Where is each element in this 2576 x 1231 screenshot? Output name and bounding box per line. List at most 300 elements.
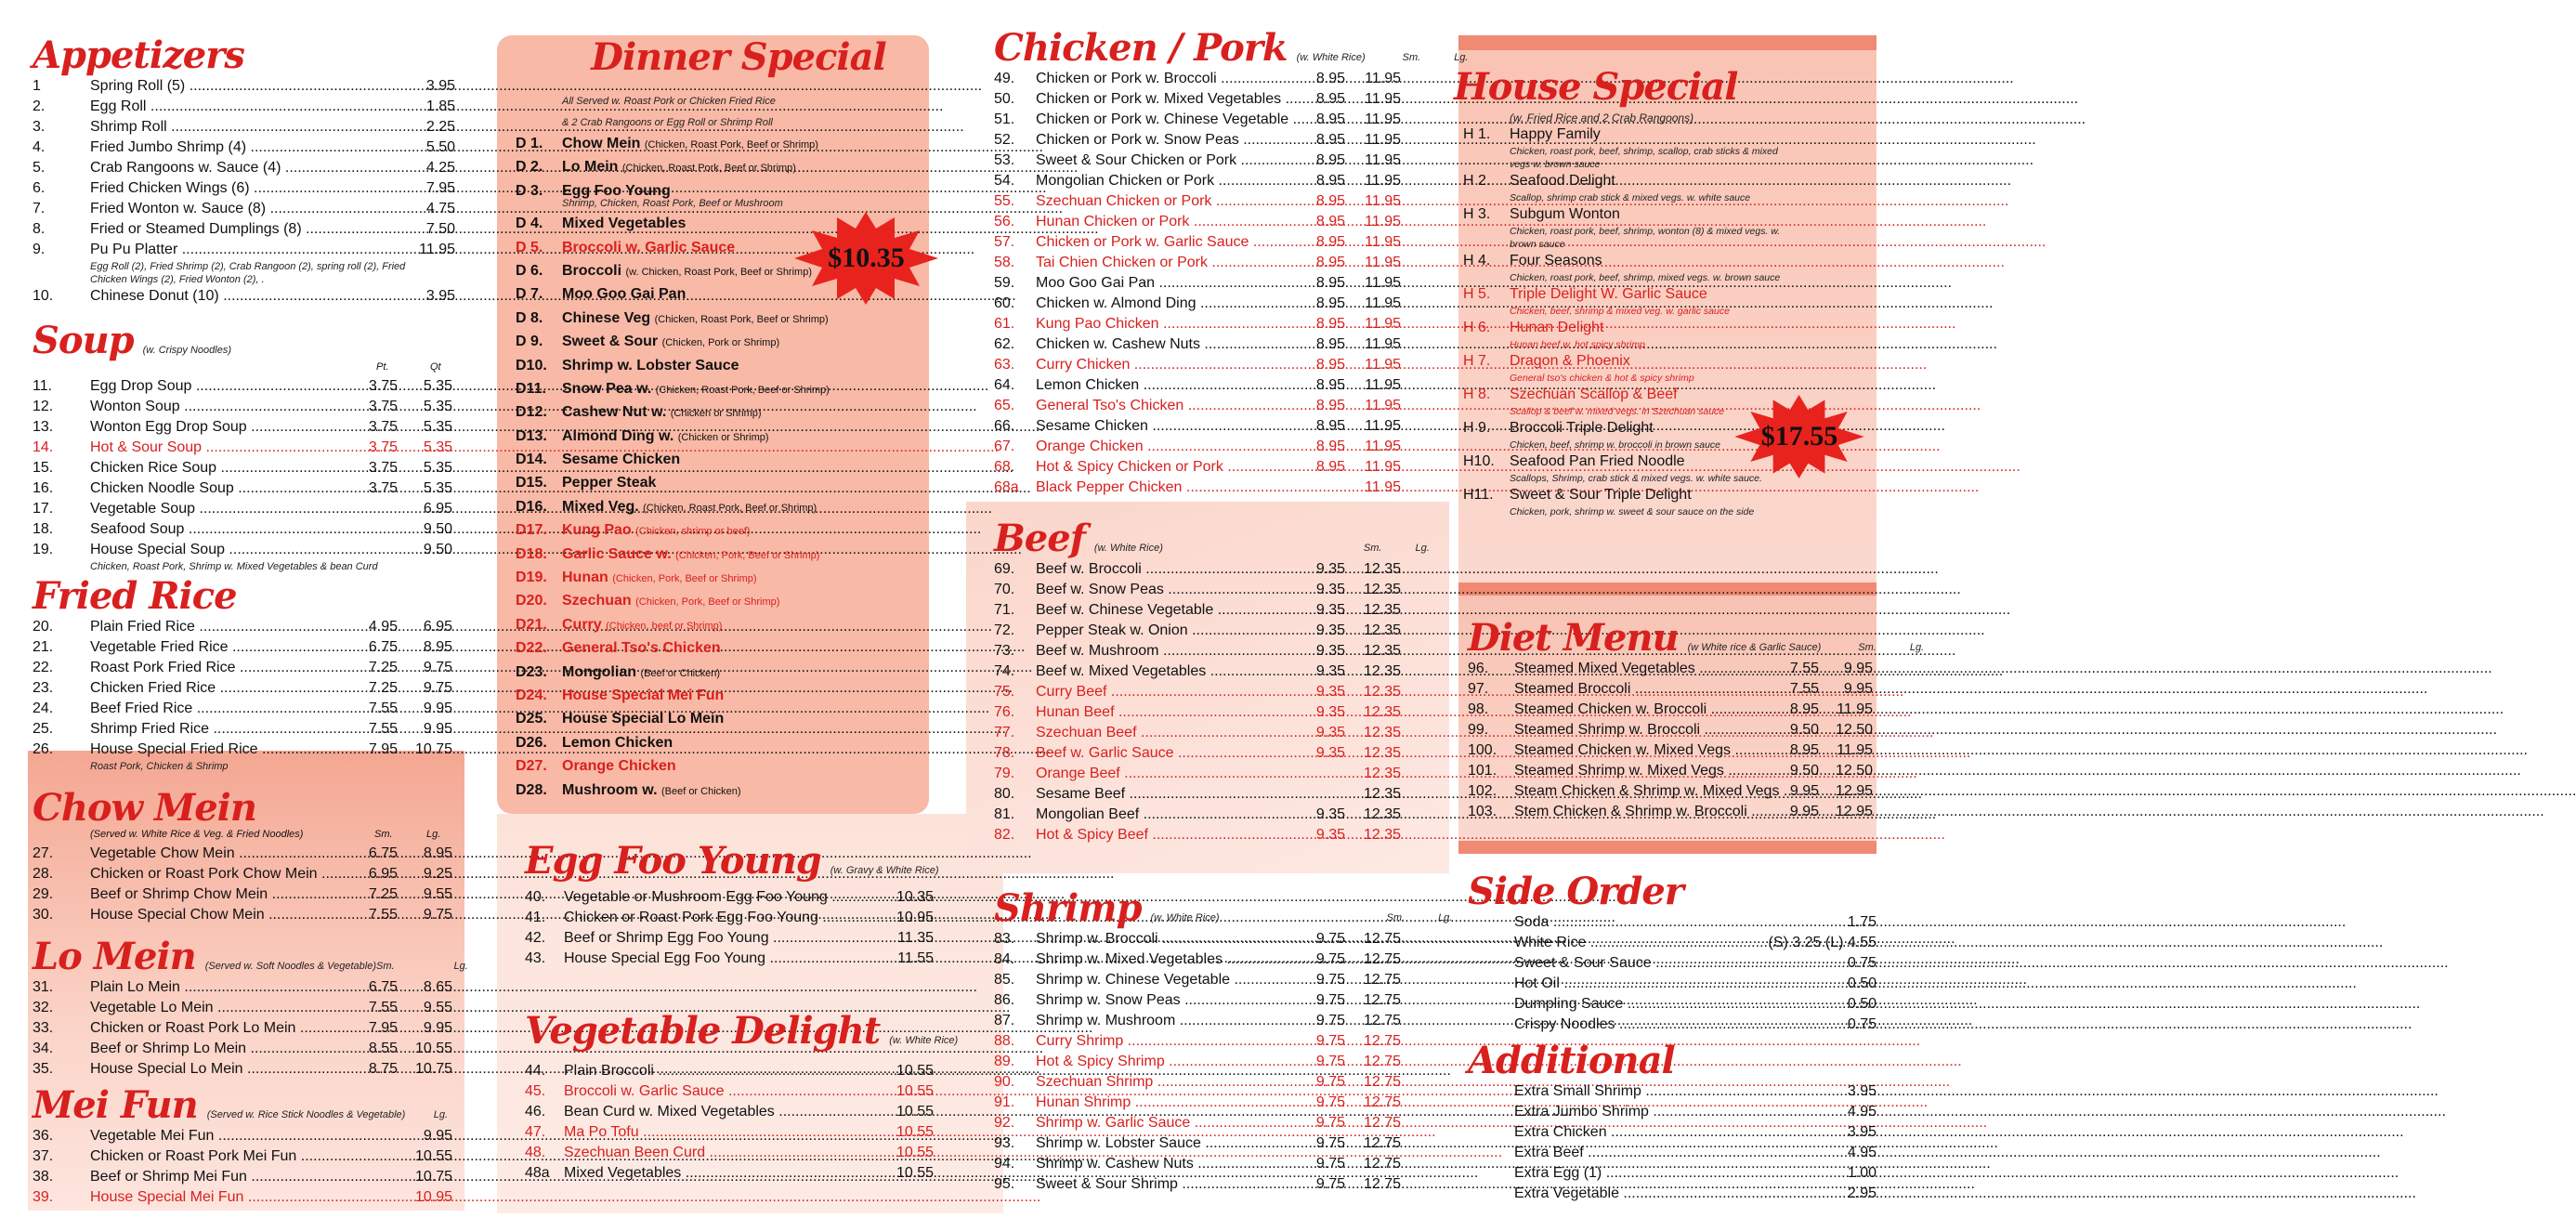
menu-item — [994, 723, 1403, 743]
menu-item — [1468, 700, 1876, 720]
item-name: Wonton Egg Drop Soup ..... — [90, 417, 362, 438]
item-name: Crab Rangoons w. Sauce (4) ..... — [90, 158, 407, 178]
beef-title: Beef (w. White Rice) Sm. Lg. — [994, 517, 1430, 560]
item-name-text: Chinese Veg — [562, 309, 655, 326]
item-name: Extra Jumbo Shrimp ..... — [1514, 1102, 1824, 1122]
item-name: Beef or Shrimp Egg Foo Young ..... — [564, 928, 876, 949]
item-price: 7.50 — [425, 221, 455, 237]
item-name: Broccoli Triple Delight — [1510, 420, 1654, 436]
item-name — [562, 661, 915, 686]
item-price-large: 9.95 — [1843, 681, 1873, 697]
item-name: Vegetable Fried Rice ..... — [90, 637, 362, 658]
item-name: Beef or Shrimp Lo Mein ..... — [90, 1039, 362, 1059]
item-desc: Hunan beef w. hot spicy shrimp — [1510, 339, 1645, 350]
item-options: (Chicken, Roast Pork, Beef or Shrimp) — [655, 384, 830, 396]
item-name: Pepper Steak w. Onion ..... — [1036, 621, 1310, 641]
item-price-large: 6.95 — [423, 619, 452, 635]
item-name: Beef w. Chinese Vegetable ..... — [1036, 600, 1310, 621]
item-number: 63. — [994, 357, 1015, 373]
item-price-small: 8.95 — [1315, 316, 1345, 332]
egg-foo-young-title: Egg Foo Young (w. Gravy & White Rice) — [525, 839, 939, 883]
menu-item — [1468, 1015, 1876, 1035]
item-price-large: 12.35 — [1363, 622, 1401, 638]
item-number: 78. — [994, 745, 1015, 761]
dinner-item — [516, 377, 924, 400]
house-special-note: (w. Fried Rice and 2 Crab Rangoons) — [1510, 111, 1694, 124]
item-options: (Chicken, Pork or Shrimp) — [661, 337, 780, 349]
item-number: H 7. — [1463, 353, 1491, 369]
item-price-large: 11.95 — [1365, 295, 1401, 311]
menu-item — [994, 600, 1403, 621]
item-name: Crispy Noodles ..... — [1514, 1015, 1752, 1035]
item-number: 87. — [994, 1013, 1015, 1028]
item-name: Chicken or Roast Pork Chow Mein ..... — [90, 864, 362, 884]
house-item — [1454, 251, 1872, 271]
chicken-pork-title: Chicken / Pork (w. White Rice) Sm. Lg. — [994, 26, 1469, 70]
item-price: 3.95 — [425, 78, 455, 94]
item-price: 11.95 — [419, 242, 455, 257]
item-options: (w. Chicken, Roast Pork, Beef or Shrimp) — [625, 266, 812, 278]
item-name-text: Orange Chicken — [562, 758, 676, 775]
item-price-small: 6.75 — [368, 639, 398, 655]
item-name: Extra Egg (1) ..... — [1514, 1163, 1824, 1184]
item-name — [562, 495, 915, 520]
item-price: 10.55 — [896, 1063, 934, 1079]
item-number: 69. — [994, 561, 1015, 577]
item-number: 44. — [525, 1063, 546, 1079]
menu-item — [994, 1154, 1403, 1174]
item-price-large: 12.35 — [1363, 561, 1401, 577]
item-name — [562, 684, 915, 707]
menu-item — [525, 1163, 934, 1184]
house-soup-desc: Chicken, Roast Pork, Shrimp w. Mixed Vegetables & bean Curd — [90, 561, 378, 572]
item-price-small: 9.75 — [1315, 992, 1345, 1008]
item-price-small: 8.95 — [1315, 214, 1345, 229]
item-desc: Scallops, Shrimp, crab stick & mixed vegs. w. white sauce. — [1510, 473, 1762, 484]
item-number: 38. — [33, 1169, 54, 1185]
additional-section — [1468, 1041, 1876, 1204]
item-desc: Scallop & beef w. mixed vegs. in Szechuan sauce — [1510, 406, 1725, 417]
item-price-small: 8.95 — [1315, 418, 1345, 434]
menu-item — [33, 397, 455, 417]
item-number: D 8. — [516, 309, 543, 326]
menu-item — [525, 1122, 934, 1143]
item-options: (Beef or Chicken) — [640, 667, 721, 679]
menu-item — [33, 977, 455, 998]
item-name: Vegetable or Mushroom Egg Foo Young ..... — [564, 887, 876, 908]
item-price-large: 11.95 — [1365, 377, 1401, 393]
item-number: 10. — [33, 288, 54, 304]
item-price-small: 9.35 — [1315, 602, 1345, 618]
menu-item — [994, 457, 1403, 478]
item-name: Steamed Shrimp w. Mixed Vegs ..... — [1514, 761, 1784, 781]
item-number: H 5. — [1463, 286, 1491, 302]
item-name: Shrimp w. Cashew Nuts ..... — [1036, 1154, 1310, 1174]
item-price-small: 7.55 — [368, 721, 398, 737]
item-name: Fried Jumbo Shrimp (4) ..... — [90, 138, 407, 158]
lo-mein-section — [33, 935, 468, 1080]
item-number: H 9. — [1463, 420, 1491, 436]
menu-item — [994, 416, 1403, 437]
item-price-large: 11.95 — [1837, 742, 1873, 758]
menu-item — [994, 661, 1403, 682]
item-name-text: Pepper Steak — [562, 475, 657, 491]
item-name: Pu Pu Platter ..... — [90, 240, 407, 260]
item-price-small: 8.95 — [1315, 255, 1345, 270]
menu-item — [1468, 1122, 1876, 1143]
item-number: 84. — [994, 951, 1015, 967]
item-name: Egg Roll ..... — [90, 97, 407, 117]
menu-item — [994, 294, 1403, 314]
menu-item — [994, 1031, 1403, 1052]
item-price-small: 9.75 — [1315, 1033, 1345, 1049]
item-name: Shrimp w. Broccoli ..... — [1036, 929, 1310, 949]
item-number: H11. — [1463, 487, 1494, 503]
item-name-text: Sweet & Sour — [562, 334, 662, 350]
item-number: 99. — [1468, 722, 1489, 738]
item-price-small: 8.95 — [1315, 91, 1345, 107]
menu-item — [994, 212, 1403, 232]
item-name: Shrimp w. Mixed Vegetables ..... — [1036, 949, 1310, 970]
item-price-large: 9.50 — [423, 521, 452, 537]
item-price-large: 12.75 — [1363, 951, 1401, 967]
item-number: 93. — [994, 1135, 1015, 1151]
menu-item — [1468, 740, 1876, 761]
item-price-large: 11.95 — [1365, 91, 1401, 107]
item-price: 3.95 — [425, 288, 455, 304]
menu-item — [1468, 679, 1876, 700]
house-special-title: House Special — [1454, 65, 1738, 109]
dinner-item — [516, 495, 924, 518]
item-number: 18. — [33, 521, 54, 537]
item-name: Fried or Steamed Dumplings (8) ..... — [90, 219, 407, 240]
item-number: D11. — [516, 380, 546, 397]
item-price: 0.50 — [1847, 996, 1876, 1012]
menu-item — [994, 1052, 1403, 1072]
item-number: D14. — [516, 452, 547, 468]
menu-item — [33, 417, 455, 438]
item-name — [562, 613, 915, 638]
item-number: 50. — [994, 91, 1015, 107]
item-number: 48a — [525, 1165, 550, 1181]
item-price-small: 9.95 — [1789, 804, 1819, 819]
item-name: Chicken or Pork w. Mixed Vegetables ..... — [1036, 89, 1310, 110]
menu-item — [33, 1146, 455, 1167]
item-name: Dumpling Sauce ..... — [1514, 994, 1752, 1015]
menu-item — [994, 1011, 1403, 1031]
item-price-large: 12.35 — [1363, 745, 1401, 761]
item-name: House Special Soup ..... — [90, 540, 410, 560]
item-name: Hunan Beef ..... — [1036, 702, 1310, 723]
item-name: Beef w. Garlic Sauce ..... — [1036, 743, 1310, 764]
item-name: Curry Chicken ..... — [1036, 355, 1310, 375]
menu-item — [994, 743, 1403, 764]
item-name — [562, 448, 915, 471]
item-price-small: 7.55 — [368, 1000, 398, 1015]
item-name: Spring Roll (5) ..... — [90, 76, 407, 97]
item-number: 90. — [994, 1074, 1015, 1090]
item-name: Shrimp Roll ..... — [90, 117, 407, 138]
item-price-small: 8.95 — [1315, 111, 1345, 127]
item-number: D20. — [516, 593, 547, 609]
item-price-large: 9.95 — [423, 701, 452, 716]
item-price-small: 8.95 — [1789, 701, 1819, 717]
item-name: Sweet & Sour Triple Delight — [1510, 487, 1692, 503]
bg-divider-bar-2 — [1458, 841, 1876, 854]
item-number: 61. — [994, 316, 1015, 332]
item-price: 11.35 — [897, 930, 934, 946]
item-number: 60. — [994, 295, 1015, 311]
item-name: Extra Chicken ..... — [1514, 1122, 1824, 1143]
item-price: 10.55 — [896, 1165, 934, 1181]
menu-item — [994, 89, 1403, 110]
item-price: 4.25 — [425, 160, 455, 176]
menu-item — [994, 990, 1403, 1011]
item-desc: Chicken, beef, shrimp & mixed veg. w. garlic sauce — [1510, 306, 1730, 317]
item-number: D25. — [516, 711, 547, 727]
menu-item — [994, 1133, 1403, 1154]
item-price-small: 7.25 — [368, 886, 398, 902]
item-price-small: 6.95 — [368, 866, 398, 882]
item-options: (Chicken, Roast Pork, Beef or Shrimp) — [643, 502, 817, 514]
item-name — [562, 155, 915, 180]
item-name: Chicken or Roast Pork Mei Fun ..... — [90, 1146, 410, 1167]
item-name: Beef w. Mushroom ..... — [1036, 641, 1310, 661]
item-price-small: 7.95 — [368, 741, 398, 757]
egg-foo-young-section — [525, 839, 939, 969]
item-price-large: 5.35 — [423, 460, 452, 476]
house-item — [1454, 318, 1872, 338]
dinner-item — [516, 448, 924, 471]
item-number: D12. — [516, 404, 547, 421]
item-number: 34. — [33, 1041, 54, 1056]
item-number: 13. — [33, 419, 54, 435]
chow-mein-col-header: (Served w. White Rice & Veg. & Fried Noodles) Sm. Lg. — [90, 829, 441, 840]
item-price: 10.55 — [896, 1124, 934, 1140]
menu-item — [1468, 953, 1876, 974]
item-price-large: 12.35 — [1363, 663, 1401, 679]
item-number: 70. — [994, 582, 1015, 597]
item-name: Triple Delight W. Garlic Sauce — [1510, 286, 1707, 302]
item-price-large: 12.35 — [1363, 602, 1401, 618]
item-price: 7.95 — [425, 180, 455, 196]
item-name: Tai Chien Chicken or Pork ..... — [1036, 253, 1310, 273]
menu-item — [994, 929, 1403, 949]
menu-item — [525, 928, 934, 949]
item-name — [562, 132, 915, 157]
item-number: 1 — [33, 78, 41, 94]
item-price-large: 12.75 — [1363, 931, 1401, 947]
item-name: Beef w. Mixed Vegetables ..... — [1036, 661, 1310, 682]
item-price-large: 12.75 — [1363, 1074, 1401, 1090]
menu-item — [1468, 1184, 1876, 1204]
item-price-large: 12.75 — [1363, 1033, 1401, 1049]
item-options: (Chicken, Pork, Beef or Shrimp) — [612, 573, 757, 585]
item-name: Chicken w. Almond Ding ..... — [1036, 294, 1310, 314]
menu-item — [994, 110, 1403, 130]
item-name — [562, 636, 915, 660]
soup-section — [33, 321, 455, 573]
item-price-small: 4.95 — [368, 619, 398, 635]
item-number: D23. — [516, 663, 547, 680]
house-item — [1454, 124, 1872, 145]
item-price-large: 12.75 — [1363, 1054, 1401, 1069]
chow-mein-section — [33, 788, 455, 925]
item-price-large: 11.95 — [1365, 152, 1401, 168]
dinner-item — [516, 589, 924, 612]
item-number: D21. — [516, 616, 547, 633]
item-price-small: 8.95 — [1315, 377, 1345, 393]
menu-item — [525, 1102, 934, 1122]
item-price-large: 11.95 — [1365, 193, 1401, 209]
menu-item — [33, 76, 455, 97]
item-number: 58. — [994, 255, 1015, 270]
item-price-large: 12.75 — [1363, 1115, 1401, 1131]
item-price: 10.95 — [896, 910, 934, 925]
menu-item — [994, 621, 1403, 641]
menu-item — [33, 178, 455, 199]
item-name-text: Mixed Vegetables — [562, 216, 686, 232]
vegetable-delight-title: Vegetable Delight (w. White Rice) — [525, 1009, 959, 1053]
item-name: Hot & Spicy Chicken or Pork ..... — [1036, 457, 1310, 478]
item-price-large: 5.35 — [423, 480, 452, 496]
item-number: 52. — [994, 132, 1015, 148]
dinner-item — [516, 661, 924, 684]
item-price-large: 12.50 — [1835, 722, 1873, 738]
item-name-text: House Special Mei Fun — [562, 687, 725, 703]
item-price-small: 8.55 — [368, 1041, 398, 1056]
beef-section — [994, 517, 1430, 845]
item-price-large: 12.95 — [1835, 783, 1873, 799]
item-price-small: 9.50 — [1789, 722, 1819, 738]
item-number: 15. — [33, 460, 54, 476]
item-price-large: 11.95 — [1365, 111, 1401, 127]
item-price-large: 9.50 — [423, 542, 452, 557]
soup-title: Soup (w. Crispy Noodles) — [33, 319, 231, 362]
item-name: Seafood Delight — [1510, 173, 1615, 189]
item-price-large: 9.55 — [423, 1000, 452, 1015]
dinner-price: $10.35 — [828, 242, 905, 273]
item-price-large: 11.95 — [1365, 132, 1401, 148]
menu-item — [33, 540, 455, 560]
item-price: 4.75 — [425, 201, 455, 216]
item-name: Seafood Soup ..... — [90, 519, 410, 540]
dinner-item — [516, 354, 924, 377]
dinner-price-burst — [794, 212, 938, 305]
menu-item — [994, 253, 1403, 273]
menu-item — [33, 864, 455, 884]
menu-item — [994, 805, 1403, 825]
bg-house-topbar — [1458, 35, 1876, 50]
menu-item — [994, 641, 1403, 661]
menu-item — [1468, 761, 1876, 781]
item-name: Shrimp w. Snow Peas ..... — [1036, 990, 1310, 1011]
item-number: 20. — [33, 619, 54, 635]
item-name — [562, 471, 915, 494]
item-price-small: 9.75 — [1315, 1176, 1345, 1192]
menu-item — [994, 69, 1403, 89]
item-name — [562, 179, 915, 203]
item-price: 10.55 — [896, 1104, 934, 1120]
item-price-large: 12.75 — [1363, 1156, 1401, 1172]
item-price-large: 9.95 — [423, 1128, 452, 1144]
item-price: 11.55 — [897, 950, 934, 966]
item-name: Mongolian Chicken or Pork ..... — [1036, 171, 1310, 191]
menu-item — [33, 458, 455, 478]
item-price-large: 12.35 — [1363, 684, 1401, 700]
item-desc: Chicken, roast pork, beef, shrimp, scallop, crab sticks & mixed vegs w. brown sauce — [1510, 146, 1778, 170]
item-number: 68a — [994, 479, 1019, 495]
item-number: 12. — [33, 399, 54, 414]
item-number: 97. — [1468, 681, 1489, 697]
menu-item — [1468, 912, 1876, 933]
item-name: House Special Lo Mein ..... — [90, 1059, 362, 1080]
dinner-note-1: All Served w. Roast Pork or Chicken Fried Rice — [562, 96, 776, 107]
item-name-text: Sesame Chicken — [562, 452, 681, 468]
item-number: 46. — [525, 1104, 546, 1120]
dinner-item — [516, 132, 924, 155]
item-name: Chicken Rice Soup ..... — [90, 458, 362, 478]
item-number: 94. — [994, 1156, 1015, 1172]
item-price-large: 12.35 — [1363, 725, 1401, 740]
item-name: Steamed Shrimp w. Broccoli ..... — [1514, 720, 1784, 740]
item-number: 2. — [33, 98, 46, 114]
dinner-note-2: & 2 Crab Rangoons or Egg Roll or Shrimp Roll — [562, 117, 773, 128]
item-price-small: 9.75 — [1315, 1054, 1345, 1069]
item-number: D 2. — [516, 159, 543, 176]
item-name-text: Lo Mein — [562, 159, 622, 176]
item-name: Hot Oil ..... — [1514, 974, 1752, 994]
item-price-small: 9.95 — [1789, 783, 1819, 799]
item-name: Chicken or Pork w. Garlic Sauce ..... — [1036, 232, 1310, 253]
item-name: Hot & Sour Soup ..... — [90, 438, 362, 458]
item-price-small: 9.75 — [1315, 951, 1345, 967]
item-price-small: 9.35 — [1315, 806, 1345, 822]
item-name: Plain Broccoli ..... — [564, 1061, 876, 1081]
item-number: 92. — [994, 1115, 1015, 1131]
item-price: 10.55 — [896, 1083, 934, 1099]
item-price-small: 9.50 — [1789, 763, 1819, 779]
house-item — [1454, 204, 1872, 225]
item-name: Beef Fried Rice ..... — [90, 699, 362, 719]
item-name: Chicken or Pork w. Chinese Vegetable ..... — [1036, 110, 1310, 130]
menu-item — [994, 559, 1403, 580]
item-name: Curry Beef ..... — [1036, 682, 1310, 702]
item-price: 2.25 — [425, 119, 455, 135]
item-number: 71. — [994, 602, 1015, 618]
item-number: 102. — [1468, 783, 1497, 799]
item-desc: General tso's chicken & hot & spicy shrimp — [1510, 373, 1694, 384]
item-number: D18. — [516, 545, 547, 562]
item-name: Ma Po Tofu ..... — [564, 1122, 876, 1143]
item-name-text: Broccoli w. Garlic Sauce — [562, 239, 736, 255]
item-name: Moo Goo Gai Pan ..... — [1036, 273, 1310, 294]
house-item — [1454, 351, 1872, 372]
item-number: D 3. — [516, 182, 543, 199]
house-price: $17.55 — [1760, 421, 1838, 452]
menu-item — [994, 130, 1403, 151]
item-price-large: 6.95 — [423, 501, 452, 517]
menu-item — [33, 884, 455, 905]
fried-rice-title: Fried Rice — [33, 574, 237, 618]
item-number: 17. — [33, 501, 54, 517]
menu-item — [33, 97, 455, 117]
menu-item — [33, 438, 455, 458]
item-price-large: 9.75 — [423, 680, 452, 696]
menu-item — [994, 355, 1403, 375]
item-price: 0.75 — [1847, 955, 1876, 971]
item-name — [562, 518, 915, 543]
